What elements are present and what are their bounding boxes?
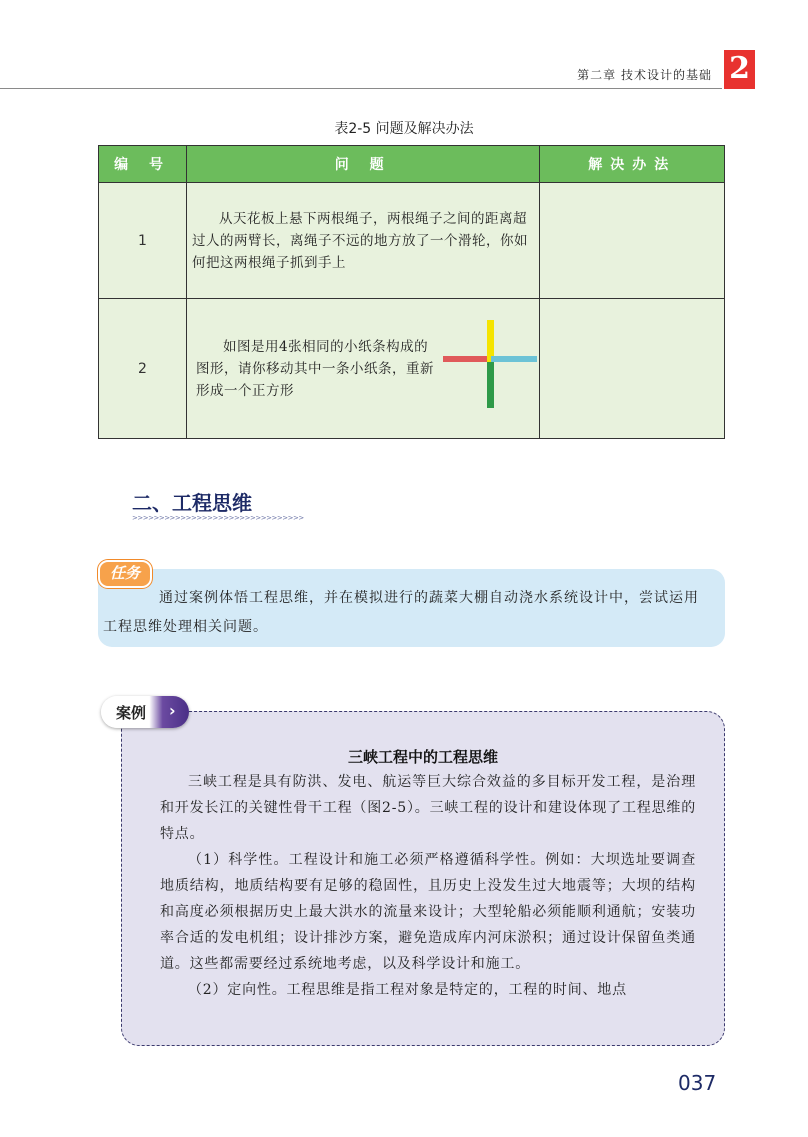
table-row (99, 183, 725, 299)
case-body (160, 769, 696, 1003)
strip-left (443, 356, 489, 362)
row-number: 2 (99, 299, 187, 439)
chapter-number-badge: 2 (724, 50, 755, 89)
header-problem: 问 题 (187, 146, 540, 183)
table-header-row (99, 146, 725, 183)
case-paragraph: （1）科学性。工程设计和施工必须严格遵循科学性。例如：大坝选址要调查地质结构，地质结构要有足够的稳固性，且历史上没发生过大地震等；大坝的结构和高度必须根据历史上最大洪水的流量来设计；大型轮船必须能顺利通航；安装功率合适的发电机组；设计排沙方案，避免造成库内河床淤积；通过设计保留鱼类通道。这些都需要经过系统地考虑，以及科学设计和施工。 (160, 852, 696, 972)
table-row (99, 299, 725, 439)
header-solution: 解决办法 (540, 146, 725, 183)
case-title: 三峡工程中的工程思维 (347, 748, 498, 766)
case-paragraph: （2）定向性。工程思维是指工程对象是特定的，工程的时间、地点 (188, 982, 627, 998)
header-number: 编 号 (99, 146, 187, 183)
section-decoration: >>>>>>>>>>>>>>>>>>>>>>>>>>>>>>>> (132, 514, 304, 522)
row-problem-cell (187, 299, 540, 439)
running-header: 第二章 技术设计的基础 (577, 68, 712, 82)
page-number: 037 (678, 1071, 717, 1095)
row-solution-cell (540, 183, 725, 299)
section-title: 二、工程思维 (132, 491, 252, 515)
task-tag: 任务 (98, 560, 152, 588)
row-problem-text: 从天花板上悬下两根绳子，两根绳子之间的距离超过人的两臂长，离绳子不远的地方放了一个滑轮，你如何把这两根绳子抓到手上 (192, 210, 529, 271)
case-tag-label: 案例 (116, 704, 147, 722)
chevron-right-icon: › (169, 701, 176, 720)
strip-top (487, 320, 494, 362)
header-rule (0, 88, 722, 89)
row-problem-text: 如图是用4张相同的小纸条构成的图形，请你移动其中一条小纸条，重新形成一个正方形 (196, 339, 435, 399)
paper-strips-figure (443, 320, 537, 408)
strip-bottom (487, 362, 494, 408)
row-solution-cell (540, 299, 725, 439)
case-paragraph: 三峡工程是具有防洪、发电、航运等巨大综合效益的多目标开发工程，是治理和开发长江的关键性骨干工程（图2-5）。三峡工程的设计和建设体现了工程思维的特点。 (160, 774, 696, 842)
table-caption: 表2-5 问题及解决办法 (334, 121, 474, 137)
strip-right (491, 356, 537, 362)
case-tag (101, 696, 191, 730)
problems-table (98, 145, 725, 439)
row-problem-cell (187, 183, 540, 299)
task-text: 通过案例体悟工程思维，并在模拟进行的蔬菜大棚自动浇水系统设计中，尝试运用工程思维处理相关问题。 (103, 590, 699, 635)
row-number: 1 (99, 183, 187, 299)
